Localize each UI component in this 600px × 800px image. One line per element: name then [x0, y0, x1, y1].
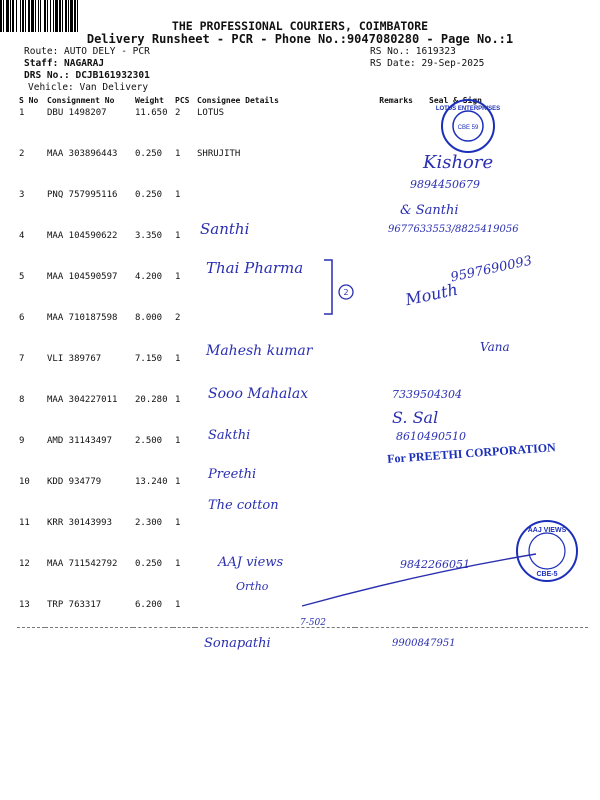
preethi-corporation-stamp: For PREETHI CORPORATION: [386, 440, 557, 466]
runsheet-title: Delivery Runsheet - PCR - Phone No.:9047080280 - Page No.:1: [86, 32, 514, 46]
staff-label: Staff: NAGARAJ: [24, 58, 105, 69]
handwritten-name: Thai Pharma: [206, 259, 304, 277]
row-pcs: 1: [175, 518, 181, 528]
stamp-text: LOTUS ENTERPRISES: [435, 106, 501, 112]
row-pcs: 1: [175, 354, 181, 364]
handwritten-name: AAJ views: [218, 555, 284, 570]
row-consignee: LOTUS: [197, 108, 225, 118]
company-name: THE PROFESSIONAL COURIERS, COIMBATORE: [171, 19, 429, 33]
row-weight: 0.250: [135, 190, 163, 200]
handwritten-note: 7-502: [300, 618, 326, 628]
row-sno: 1: [19, 108, 25, 118]
row-consignment-no: TRP 763317: [45, 598, 133, 628]
row-weight: 2.500: [135, 436, 163, 446]
row-weight: 13.240: [135, 477, 168, 487]
lotus-enterprises-stamp: [428, 98, 508, 158]
row-weight: 8.000: [135, 313, 163, 323]
handwritten-signature: S. Sal: [392, 408, 439, 427]
row-sno: 7: [19, 354, 25, 364]
runsheet-table: [17, 95, 588, 628]
handwritten-phone: 9842266051: [400, 558, 470, 571]
col-header-remarks: Remarks: [379, 96, 413, 105]
row-consignment-no: PNQ 757995116: [47, 190, 118, 200]
row-weight: 7.150: [135, 354, 163, 364]
row-consignment-no: MAA 104590622: [47, 231, 118, 241]
row-consignment-no: DBU 1498207: [47, 108, 107, 118]
handwritten-phone: 9597690093: [449, 253, 534, 286]
row-consignment-no: VLI 389767: [47, 354, 102, 364]
row-pcs: 2: [175, 108, 181, 118]
row-consignment-no: MAA 711542792: [47, 559, 118, 569]
handwritten-phone: 8610490510: [396, 430, 466, 443]
row-consignment-no: KDD 934779: [47, 477, 102, 487]
handwritten-name: Preethi: [208, 467, 257, 482]
col-header-weight: Weight: [135, 96, 164, 105]
row-pcs: 1: [175, 190, 181, 200]
row-consignment-no: AMD 31143497: [47, 436, 113, 446]
row-weight: 11.650: [135, 108, 168, 118]
bracket-mark: [320, 258, 360, 318]
row-seal-sign: [415, 475, 588, 516]
vehicle-label: Vehicle: Van Delivery: [28, 82, 149, 93]
row-sno: 3: [19, 190, 25, 200]
row-consignee: SHRUJITH: [197, 149, 241, 159]
row-sno: 2: [19, 149, 25, 159]
table-row: [17, 188, 588, 229]
row-sno: 13: [17, 598, 45, 628]
row-pcs: 1: [175, 272, 181, 282]
row-pcs: 1: [173, 598, 195, 628]
row-weight: 0.250: [135, 149, 163, 159]
rs-date: RS Date: 29-Sep-2025: [370, 58, 485, 69]
row-pcs: 1: [175, 436, 181, 446]
row-sno: 5: [19, 272, 25, 282]
row-weight: 4.200: [135, 272, 163, 282]
handwritten-phone: 7339504304: [392, 388, 462, 401]
handwritten-signature: Vana: [480, 340, 510, 354]
row-consignment-no: MAA 304227011: [47, 395, 118, 405]
row-seal-sign: [415, 352, 588, 393]
col-header-consignment: Consignment No: [47, 96, 115, 105]
row-sno: 12: [19, 559, 30, 569]
row-weight: 20.280: [135, 395, 168, 405]
stamp-center-text: CBE 59: [457, 125, 479, 131]
col-header-consignee: Consignee Details: [197, 96, 279, 105]
row-weight: 2.300: [135, 518, 163, 528]
row-sno: 10: [19, 477, 30, 487]
row-consignment-no: MAA 303896443: [47, 149, 118, 159]
row-sno: 8: [19, 395, 25, 405]
row-weight: 6.200: [133, 598, 173, 628]
col-header-pcs: PCS: [175, 96, 190, 105]
row-sno: 4: [19, 231, 25, 241]
row-remarks: [355, 352, 415, 393]
row-pcs: 2: [175, 313, 181, 323]
handwritten-phone: 9900847951: [392, 638, 456, 649]
row-remarks: [355, 229, 415, 270]
handwritten-name: Mahesh kumar: [206, 343, 313, 359]
col-header-seal-sign: Seal & Sign: [429, 96, 482, 105]
row-consignment-no: MAA 104590597: [47, 272, 118, 282]
route-label: Route: AUTO DELY - PCR: [24, 46, 150, 57]
table-row: [17, 475, 588, 516]
views-stamp-text: AAJ VIEWS: [527, 527, 567, 534]
row-remarks: [355, 475, 415, 516]
rs-number: RS No.: 1619323: [370, 46, 456, 57]
drs-number: DRS No.: DCJB161932301: [24, 70, 150, 81]
handwritten-name: The cotton: [208, 498, 279, 513]
row-pcs: 1: [175, 149, 181, 159]
row-pcs: 1: [175, 231, 181, 241]
row-sno: 6: [19, 313, 25, 323]
handwritten-signature: Mouth: [403, 279, 460, 310]
row-pcs: 1: [175, 395, 181, 405]
row-pcs: 1: [175, 477, 181, 487]
row-consignment-no: MAA 710187598: [47, 313, 118, 323]
handwritten-name: Sakthi: [208, 428, 251, 443]
col-header-sno: S No: [19, 96, 39, 105]
handwritten-name: Kishore: [423, 152, 494, 173]
row-consignment-no: KRR 30143993: [47, 518, 113, 528]
svg-text:2: 2: [343, 288, 349, 297]
row-weight: 3.350: [135, 231, 163, 241]
handwritten-name: & Santhi: [400, 203, 459, 218]
row-weight: 0.250: [135, 559, 163, 569]
handwritten-phone: 9677633553/8825419056: [388, 224, 519, 235]
row-sno: 11: [19, 518, 30, 528]
views-stamp-subtext: CBE-5: [536, 571, 558, 578]
row-remarks: [355, 311, 415, 352]
row-remarks: [355, 106, 415, 147]
handwritten-name: Sonapathi: [204, 636, 271, 651]
handwritten-name: Santhi: [200, 220, 250, 238]
row-pcs: 1: [175, 559, 181, 569]
row-remarks: [355, 147, 415, 188]
handwritten-phone: 9894450679: [410, 178, 480, 191]
handwritten-note: Ortho: [236, 580, 269, 593]
row-sno: 9: [19, 436, 25, 446]
handwritten-name: Sooo Mahalax: [208, 386, 309, 402]
